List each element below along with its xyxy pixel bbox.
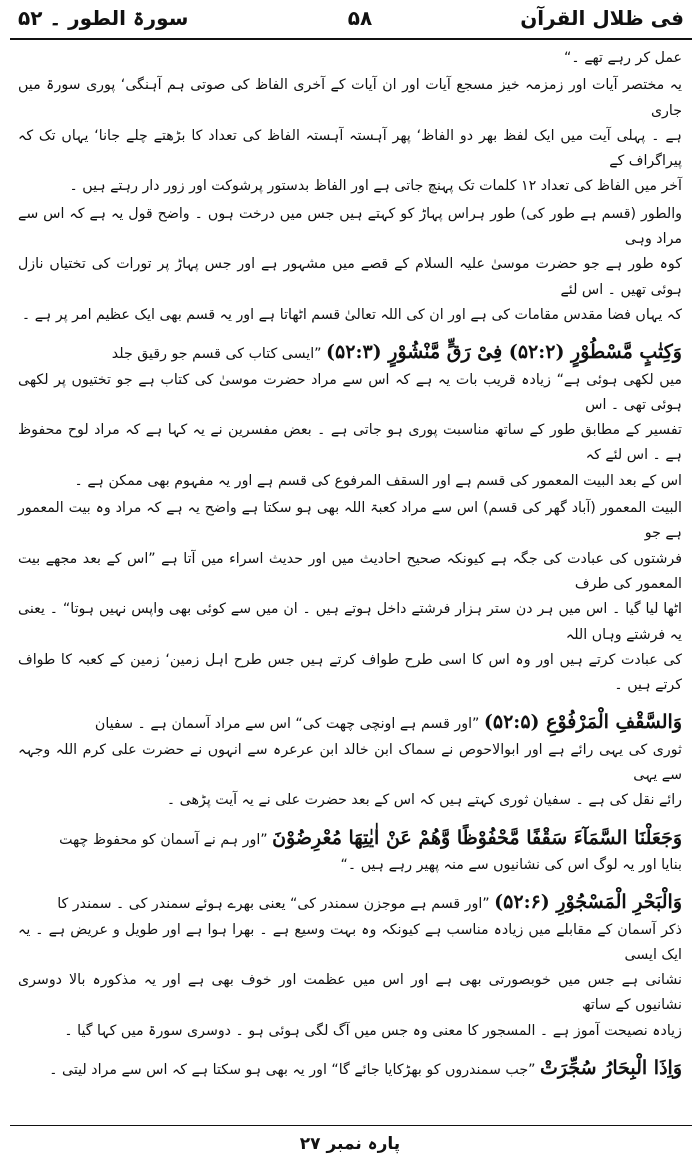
paragraph-7 [18, 826, 682, 879]
surah-title: سورۃ الطور ۔ ۵۲ [18, 6, 189, 30]
paragraph-9 [18, 1056, 682, 1083]
para-number: پارہ نمبر ۲۷ [299, 1134, 401, 1154]
header-rule [10, 38, 692, 40]
paragraph-7-arabic: وَجَعَلْنَا السَّمَآءَ سَقْفًا مَّحْفُوْظًا وَّهُمْ عَنْ اٰیٰتِهَا مُعْرِضُوْنَ [272, 826, 682, 849]
paragraph-3 [18, 200, 682, 328]
paragraph-4-text: ”ایسی کتاب کی قسم جو رقیق جلد میں لکھی ہوئی ہے“ زیادہ قریب بات یہ ہے کہ اس سے مراد حضرت موسیٰ کی کتاب ہے جو تختیوں پر لکھی ہوئی تھی ۔ اس تفسیر کے مطابق طور کے ساتھ مناسبت پوری ہو جاتی ہے ۔ بعض مفسرین نے یہ کہا ہے کہ مراد لوح محفوظ ہے ۔ اس لئے کہ اس کے بعد البیت المعمور کی قسم ہے اور السقف المرفوع کی قسم ہے اور یہ مفہوم بھی ممکن ہے ۔ [18, 346, 682, 489]
paragraph-8-text: ”اور قسم ہے موجزن سمندر کی“ یعنی بھرے ہوئے سمندر کی ۔ سمندر کا ذکر آسمان کے مقابلے میں زیادہ مناسب ہے کیونکہ وہ بہت وسیع ہے ۔ بھرا ہوا ہے اور طویل و عریض ہے ۔ یہ ایک ایسی نشانی ہے جس میں خوبصورتی بھی ہے اور اس میں عظمت اور خوف بھی ہے اور یہ مذکورہ بالا دوسری نشانیوں کے ساتھ زیادہ نصیحت آموز ہے ۔ المسجور کا معنی وہ جس میں آگ لگی ہوئی ہو ۔ دوسری سورۃ میں کہا گیا ۔ [18, 896, 682, 1039]
paragraph-6 [18, 710, 682, 813]
book-title: فی ظلال القرآن [520, 6, 684, 30]
page-header [10, 2, 692, 36]
paragraph-4-arabic: وَكِتٰبٍ مَّسْطُوْرٍ (۵۲:۲) فِیْ رَقٍّ مَّنْشُوْرٍ (۵۲:۳) [326, 341, 682, 364]
paragraph-9-arabic: وَاِذَا الْبِحَارُ سُجِّرَتْ [539, 1056, 682, 1079]
paragraph-7-text: ”اور ہم نے آسمان کو محفوظ چھت بنایا اور یہ لوگ اس کی نشانیوں سے منہ پھیر رہے ہیں ۔“ [59, 831, 682, 873]
paragraph-2 [18, 71, 682, 199]
paragraph-1 [18, 44, 682, 71]
paragraph-8 [18, 890, 682, 1044]
paragraph-5-text: البیت المعمور (آباد گھر کی قسم) اس سے مراد کعبۃ اللہ بھی ہو سکتا ہے واضح یہ ہے کہ مراد وہ بیت المعمور ہے جو فرشتوں کی عبادت کی جگہ ہے کیونکہ صحیح احادیث میں اور حدیث اسراء میں آتا ہے ”اس کے بعد مجھے بیت المعمور کی طرف اٹھا لیا گیا ۔ اس میں ہر دن ستر ہزار فرشتے داخل ہوتے ہیں ۔ ان میں سے کوئی بھی واپس نہیں ہوتا“ ۔ یعنی یہ فرشتے وہاں اللہ کی عبادت کرتے ہیں اور وہ اس کا اسی طرح طواف کرتے ہیں جس طرح اہل زمین‘ زمین کے کعبہ کا طواف کرتے ہیں ۔ [18, 500, 682, 694]
paragraph-3-text: والطور (قسم ہے طور کی) طور ہراس پہاڑ کو کہتے ہیں جس میں درخت ہوں ۔ واضح قول یہ ہے کہ اس سے مراد وہی کوہ طور ہے جو حضرت موسیٰ علیہ السلام کے قصے میں مشہور ہے اور جس پہاڑ پر تورات کی تختیاں نازل ہوئی تھیں ۔ اس لئے کہ یہاں فضا مقدس مقامات کی ہے اور ان کی اللہ تعالیٰ قسم اٹھاتا ہے اور یہ قسم بھی ایک عظیم امر پر ہے ۔ [18, 205, 682, 323]
paragraph-4 [18, 340, 682, 494]
paragraph-2-text: یہ مختصر آیات اور زمزمہ خیز مسجع آیات اور ان آیات کے آخری الفاظ کی صوتی ہم آہنگی‘ پوری سورۃ میں جاری ہے ۔ پہلی آیت میں ایک لفظ بھر دو الفاظ‘ پھر آہستہ آہستہ الفاظ کی تعداد کا بڑھتے چلے جانا‘ یہاں تک کہ پیراگراف کے آخر میں الفاظ کی تعداد ۱۲ کلمات تک پہنچ جاتی ہے اور الفاظ بدستور پرشوکت اور زور دار رہتے ہیں ۔ [18, 77, 682, 195]
paragraph-1-text: عمل کر رہے تھے ۔“ [564, 50, 682, 66]
paragraph-5 [18, 494, 682, 698]
paragraph-6-text: ”اور قسم ہے اونچی چھت کی“ اس سے مراد آسمان ہے ۔ سفیان ثوری کی یہی رائے ہے اور ابوالاحوص نے سماک ابن خالد ابن عرعرہ سے انہوں نے حضرت علی کرم اللہ وجہہ سے یہی رائے نقل کی ہے ۔ سفیان ثوری کہتے ہیں کہ اس کے بعد حضرت علی نے یہ آیت پڑھی ۔ [18, 716, 682, 809]
paragraph-6-arabic: وَالسَّقْفِ الْمَرْفُوْعِ (۵۲:۵) [483, 711, 682, 734]
footer-rule [10, 1125, 692, 1126]
paragraph-9-text: ”جب سمندروں کو بھڑکایا جائے گا“ اور یہ بھی ہو سکتا ہے کہ اس سے مراد لیتی ۔ [49, 1061, 540, 1078]
paragraph-8-arabic: وَالْبَحْرِ الْمَسْجُوْرِ (۵۲:۶) [494, 891, 682, 914]
page-body [18, 44, 682, 1083]
page-number: ۵۸ [347, 6, 373, 30]
